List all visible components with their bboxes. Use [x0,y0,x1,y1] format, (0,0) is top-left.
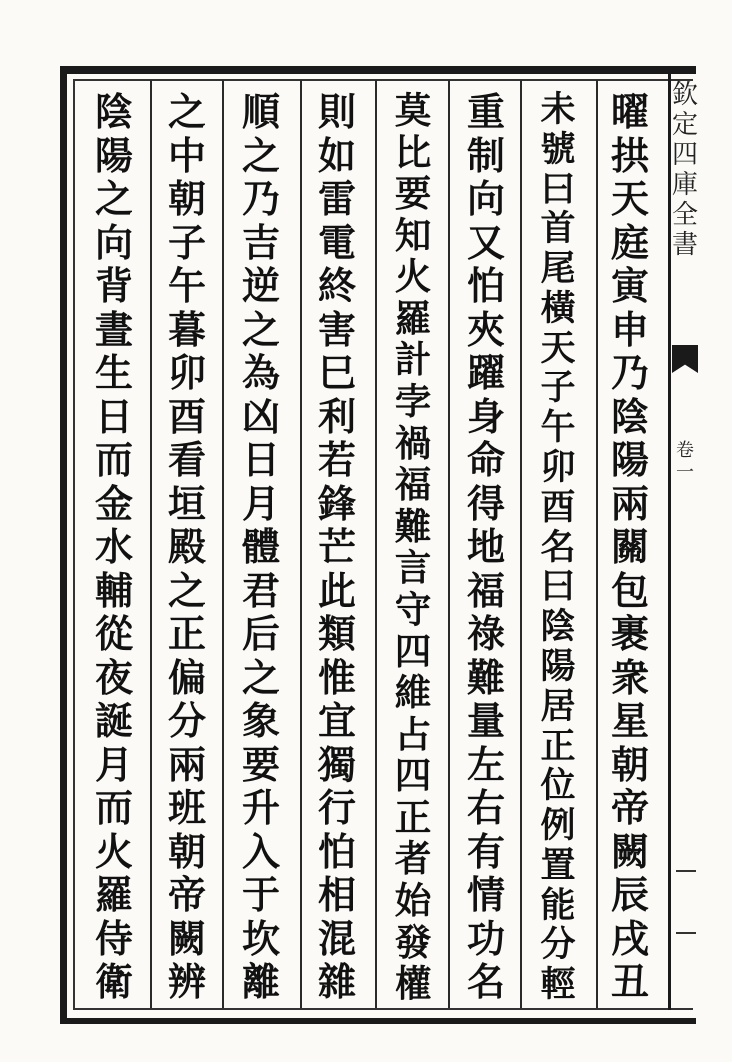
column-character: 命 [466,437,505,482]
column-character: 混 [317,915,356,961]
column-rule [520,80,522,1008]
column-character: 情 [466,872,505,917]
column-character: 之 [241,654,280,700]
text-column-2 [530,90,586,1005]
column-character: 有 [466,828,505,874]
column-character: 雜 [317,959,356,1004]
text-column-5 [309,90,365,1005]
column-character: 要 [241,741,280,787]
text-column-3 [458,90,514,1005]
column-character: 寅 [610,263,649,308]
column-character: 背 [94,263,133,308]
column-character: 向 [466,176,505,221]
column-character: 位 [540,765,576,807]
column-character: 升 [241,785,280,830]
column-character: 計 [394,338,432,382]
column-character: 莫 [394,89,432,132]
column-character: 月 [241,480,280,526]
column-character: 難 [466,654,505,700]
column-character: 星 [610,698,649,743]
column-character: 兩 [610,480,649,526]
column-character: 子 [540,367,576,409]
column-character: 后 [241,611,280,656]
column-character: 置 [540,844,576,886]
column-character: 之 [167,89,206,134]
column-character: 日 [241,437,280,482]
column-character: 凶 [241,393,280,439]
column-character: 惟 [317,654,356,700]
column-character: 象 [241,698,280,743]
column-character: 權 [394,962,432,1006]
column-character: 陽 [94,132,133,178]
column-character: 類 [317,611,356,656]
text-column-1 [602,90,658,1005]
column-character: 比 [394,130,432,174]
column-character: 月 [94,741,133,787]
column-character: 羅 [94,872,133,917]
column-character: 離 [241,959,280,1004]
column-character: 帝 [610,785,649,830]
column-character: 羅 [394,296,432,340]
column-character: 分 [540,924,576,966]
column-character: 四 [394,629,432,673]
column-character: 輔 [94,567,133,613]
column-character: 始 [394,878,432,922]
column-character: 天 [610,176,649,221]
column-character: 能 [540,884,576,926]
column-character: 芒 [317,524,356,569]
column-character: 中 [167,132,206,178]
column-character: 居 [540,685,576,727]
column-character: 福 [466,567,505,613]
column-character: 陰 [94,89,133,134]
column-character: 則 [317,89,356,134]
column-character: 班 [167,785,206,830]
margin-rule [668,72,671,1010]
column-character: 夜 [94,654,133,700]
column-character: 偏 [167,654,206,700]
column-character: 君 [241,567,280,613]
column-character: 乃 [610,350,649,395]
column-character: 乃 [241,176,280,221]
column-character: 酉 [540,486,576,528]
column-character: 吉 [241,219,280,265]
column-character: 正 [540,725,576,767]
column-character: 水 [94,524,133,569]
column-rule [150,80,152,1008]
column-character: 陰 [540,606,576,648]
column-character: 要 [394,172,432,216]
column-character: 功 [466,915,505,961]
column-character: 關 [610,524,649,569]
column-character: 體 [241,524,280,569]
column-character: 電 [317,219,356,265]
margin-page-mark [676,870,696,934]
column-character: 曰 [540,168,576,210]
column-character: 裹 [610,611,649,656]
column-character: 丑 [610,959,649,1004]
column-character: 分 [167,698,206,743]
column-character: 金 [94,480,133,526]
column-character: 輕 [540,964,576,1006]
column-character: 從 [94,611,133,656]
column-character: 闕 [167,915,206,961]
column-character: 暮 [167,306,206,352]
column-character: 順 [241,89,280,134]
column-character: 帝 [167,872,206,917]
column-character: 雷 [317,176,356,221]
column-character: 卯 [167,350,206,395]
column-character: 又 [466,219,505,265]
column-character: 之 [241,306,280,352]
column-character: 誕 [94,698,133,743]
column-character: 戌 [610,915,649,961]
column-character: 朝 [610,741,649,787]
column-character: 橫 [540,287,576,329]
column-character: 衆 [610,654,649,700]
column-character: 之 [241,132,280,178]
column-character: 闕 [610,828,649,874]
column-character: 朝 [167,828,206,874]
column-character: 祿 [466,611,505,656]
column-rule [596,80,598,1008]
column-rule [448,80,450,1008]
column-character: 入 [241,828,280,874]
column-character: 夾 [466,306,505,352]
margin-book-title: 欽定四庫全書 [672,80,699,260]
column-character: 號 [540,128,576,170]
column-character: 火 [94,828,133,874]
column-character: 侍 [94,915,133,961]
column-character: 宜 [317,698,356,743]
column-character: 殿 [167,524,206,569]
column-character: 巳 [317,350,356,395]
column-character: 生 [94,350,133,395]
column-character: 左 [466,741,505,787]
column-character: 福 [394,463,432,507]
column-character: 發 [394,920,432,964]
column-character: 而 [94,785,133,830]
column-character: 若 [317,437,356,482]
column-character: 辨 [167,959,206,1004]
column-character: 首 [540,208,576,250]
column-character: 尾 [540,248,576,290]
column-character: 辰 [610,872,649,917]
column-character: 垣 [167,480,206,526]
column-character: 言 [394,546,432,590]
column-character: 兩 [167,741,206,787]
column-character: 名 [466,959,505,1004]
column-character: 右 [466,785,505,830]
column-character: 為 [241,350,280,395]
column-character: 曜 [610,89,649,134]
column-character: 身 [466,393,505,439]
text-column-4 [385,90,441,1005]
column-character: 制 [466,132,505,178]
column-rule [375,80,377,1008]
column-character: 午 [540,407,576,449]
column-character: 之 [94,176,133,221]
column-character: 四 [394,754,432,798]
column-character: 坎 [241,915,280,961]
column-character: 孛 [394,380,432,424]
column-character: 包 [610,567,649,613]
column-character: 庭 [610,219,649,265]
column-character: 于 [241,872,280,917]
column-character: 維 [394,671,432,715]
column-rule [300,80,302,1008]
column-character: 地 [466,524,505,569]
column-character: 日 [94,393,133,439]
column-character: 害 [317,306,356,352]
column-character: 陽 [610,437,649,482]
column-character: 火 [394,255,432,299]
column-character: 知 [394,213,432,257]
column-character: 重 [466,89,505,134]
column-character: 拱 [610,132,649,178]
column-character: 逆 [241,263,280,308]
column-character: 獨 [317,741,356,787]
column-character: 正 [394,795,432,839]
column-character: 天 [540,327,576,369]
column-character: 守 [394,587,432,631]
column-character: 相 [317,872,356,917]
column-character: 朝 [167,176,206,221]
column-character: 陰 [610,393,649,439]
text-column-7 [159,90,215,1005]
column-character: 正 [167,611,206,656]
column-character: 如 [317,132,356,178]
column-character: 得 [466,480,505,526]
column-character: 利 [317,393,356,439]
column-character: 名 [540,526,576,568]
margin-juan-label: 卷一 [676,440,694,483]
column-character: 者 [394,837,432,881]
column-character: 怕 [317,828,356,874]
column-character: 酉 [167,393,206,439]
column-character: 曰 [540,566,576,608]
column-character: 此 [317,567,356,613]
column-character: 怕 [466,263,505,308]
column-character: 終 [317,263,356,308]
column-character: 晝 [94,306,133,352]
column-rule [222,80,224,1008]
column-character: 之 [167,567,206,613]
column-character: 行 [317,785,356,830]
column-character: 禍 [394,421,432,465]
column-character: 衛 [94,959,133,1004]
column-character: 看 [167,437,206,482]
column-character: 躍 [466,350,505,395]
text-column-6 [233,90,289,1005]
column-character: 占 [394,712,432,756]
column-character: 卯 [540,447,576,489]
column-character: 未 [540,89,576,130]
column-character: 申 [610,306,649,352]
column-character: 陽 [540,645,576,687]
column-character: 子 [167,219,206,265]
text-column-8 [86,90,142,1005]
column-character: 午 [167,263,206,308]
column-character: 鋒 [317,480,356,526]
column-character: 而 [94,437,133,482]
column-character: 量 [466,698,505,743]
column-character: 向 [94,219,133,265]
column-character: 例 [540,805,576,847]
column-character: 難 [394,504,432,548]
